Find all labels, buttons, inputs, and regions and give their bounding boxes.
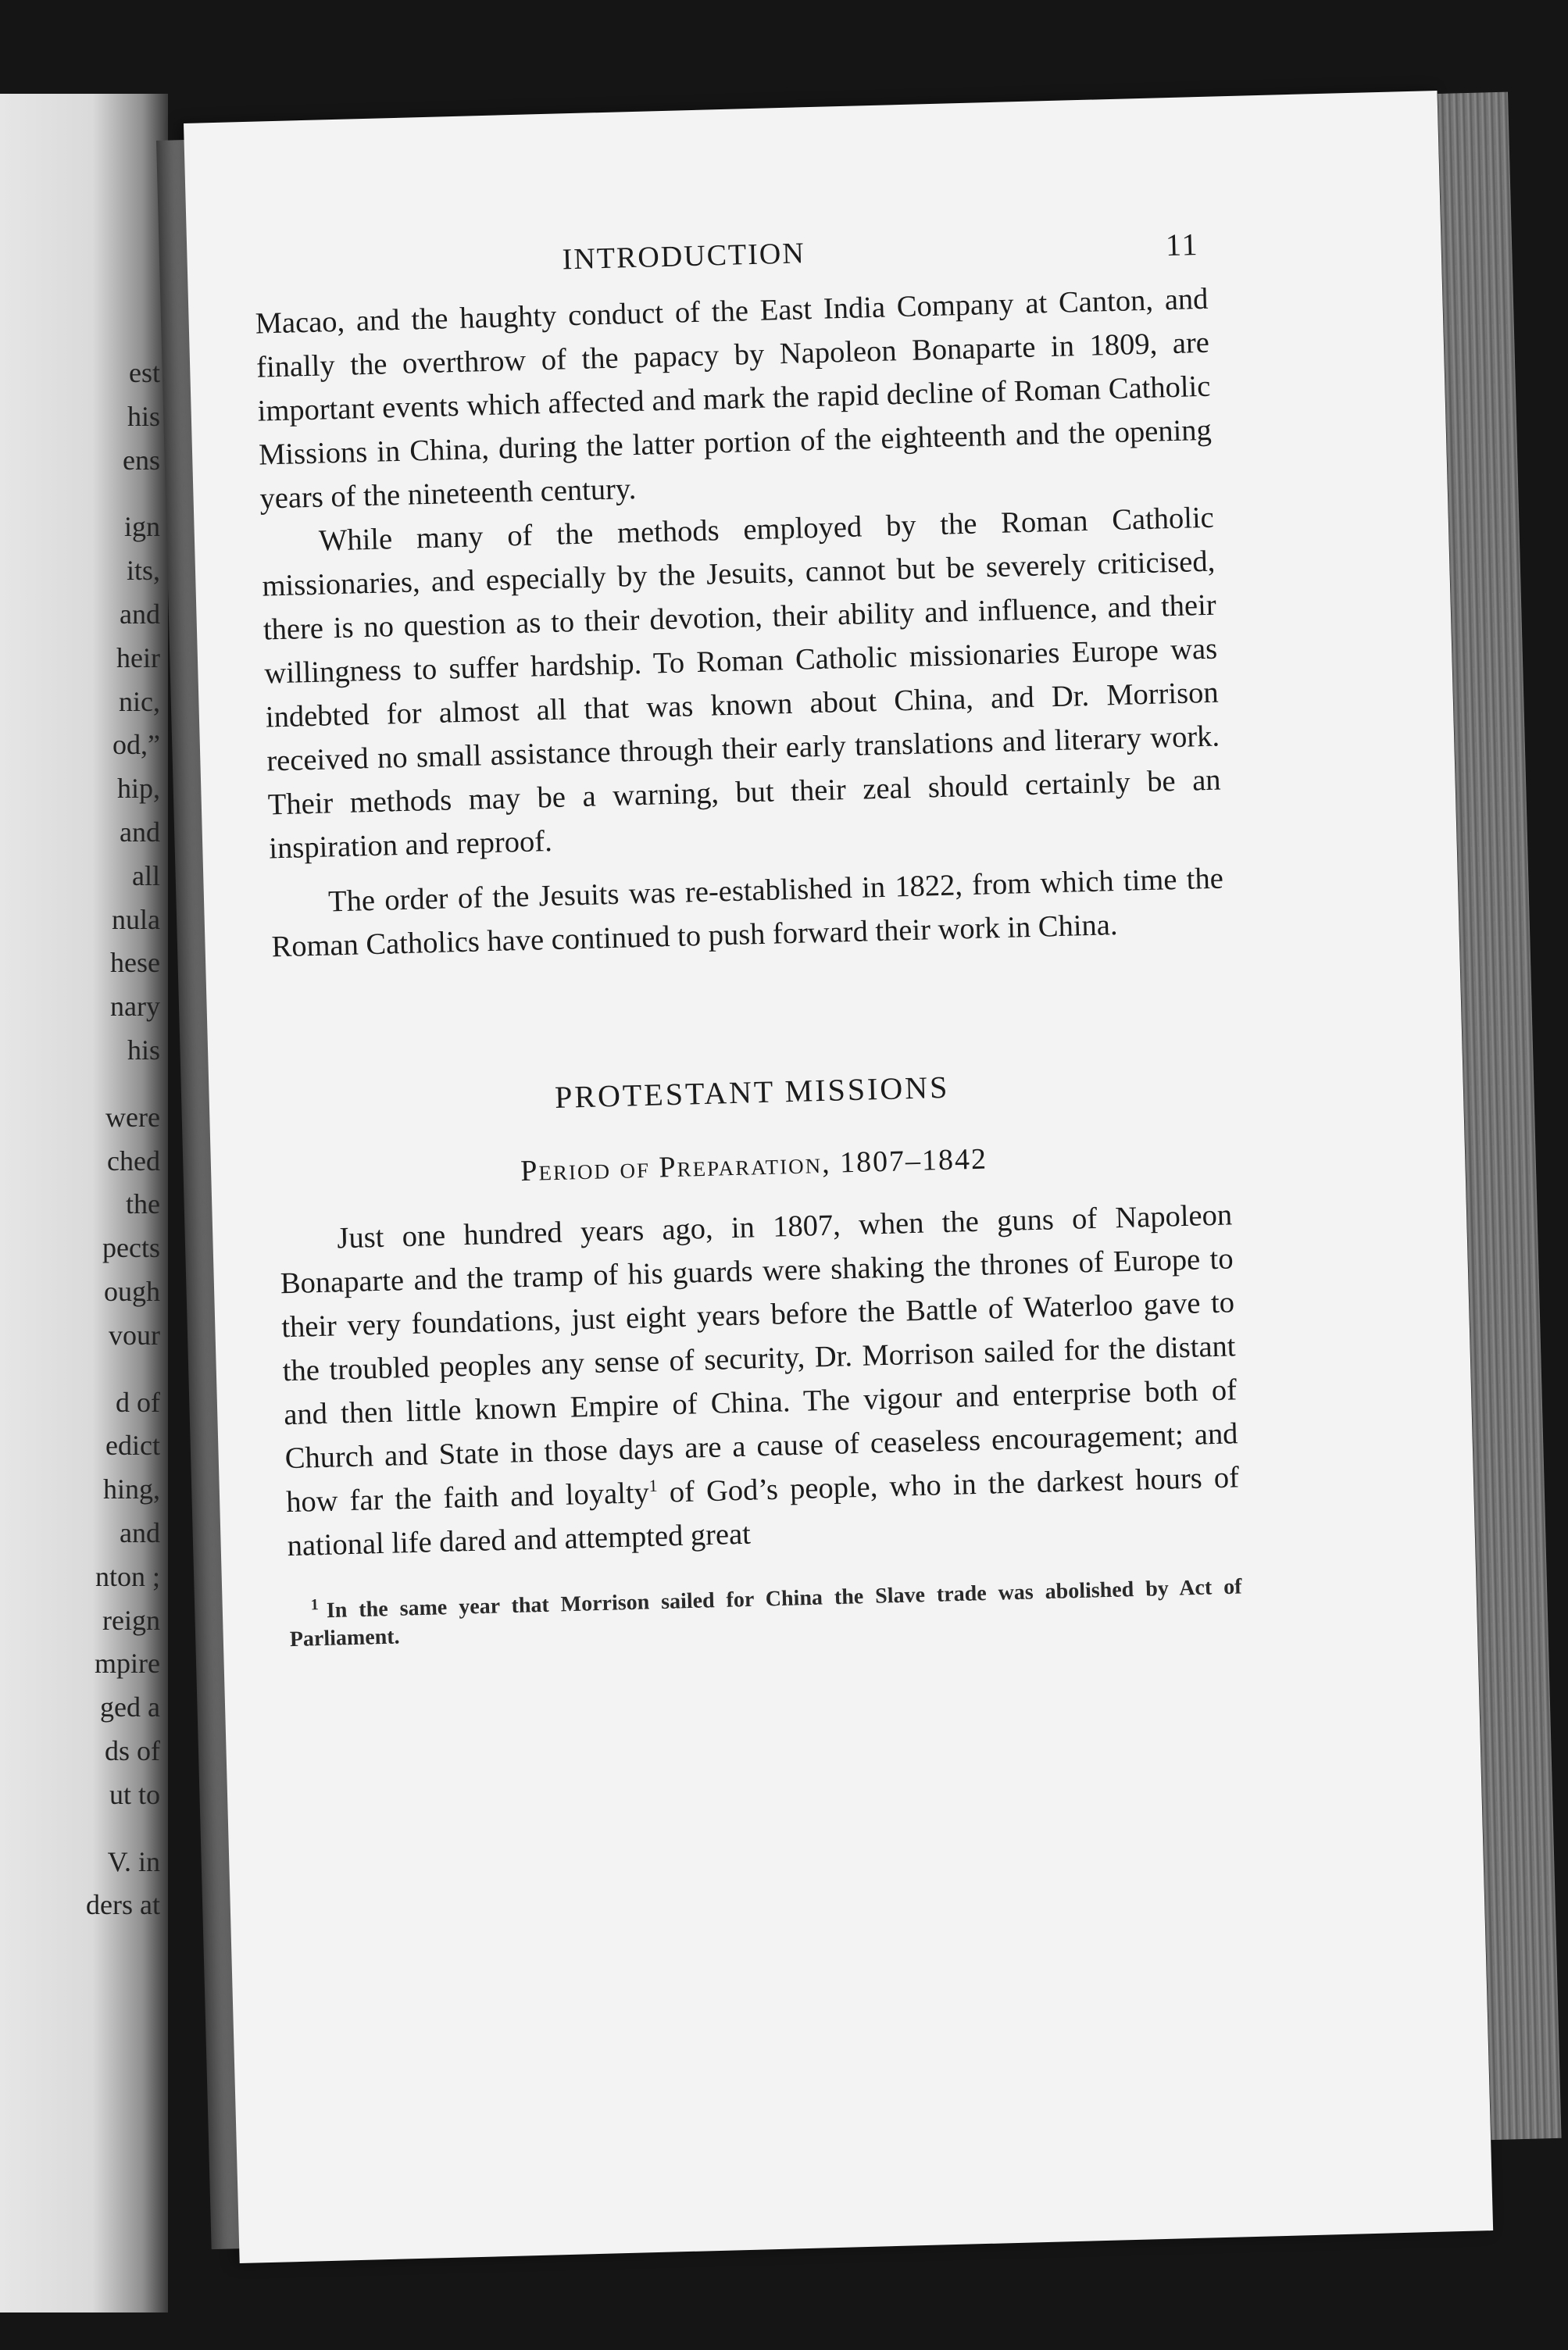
left-page-line: ough bbox=[104, 1275, 160, 1307]
left-page-line: hip, bbox=[116, 773, 160, 805]
left-page-line: his bbox=[127, 400, 160, 432]
paragraph-4-text: Just one hundred years ago, in 1807, when the guns of Napoleon Bonaparte and the tramp of his guards were shaking the thrones of Europe to their very foundations, just eight years before the Battle of Waterloo gave to the troubled peoples any sense of security, Dr. Morrison sailed for the distant and then little known Empire of China. The vigour and enterprise both of Church and State in those days are a cause of ceaseless encouragement; and how far the faith and loyalty bbox=[280, 1198, 1238, 1520]
footnote-text: In the same year that Morrison sailed for China the Slave trade was abolished by Act of Parliament. bbox=[289, 1574, 1242, 1652]
left-page-line: ched bbox=[107, 1145, 160, 1177]
left-page-line: vour bbox=[109, 1319, 160, 1351]
footnote bbox=[288, 1566, 1243, 1654]
footnote-reference: 1 bbox=[648, 1475, 658, 1496]
left-page-line: V. in bbox=[107, 1845, 160, 1877]
left-page-line: ens bbox=[123, 444, 160, 476]
left-page-line: and bbox=[120, 1516, 160, 1548]
footnote-marker: 1 bbox=[310, 1596, 319, 1614]
left-page-line: ders at bbox=[86, 1889, 160, 1921]
section-subtitle: Period of Preparation, 1807–1842 bbox=[520, 1142, 988, 1188]
paragraph-2: While many of the methods employed by the Roman Catholic missionaries, and especially by the Jesuits, cannot but be severely criticised, there is no question as to their devotion, their ability and influence, and their willingness to suffer hardship. To Roman Catholic missionaries Europe was indebted for almost all that was known about China, and Dr. Morrison received no small assistance through their early translations and literary work. Their methods may be a warning, but their zeal should certainly be an inspiration and reproof. bbox=[261, 501, 1222, 866]
left-page-line bbox=[0, 482, 160, 505]
running-title: INTRODUCTION bbox=[562, 237, 806, 277]
left-page-text bbox=[0, 352, 160, 1927]
left-page-line: were bbox=[105, 1101, 160, 1133]
paragraph-4 bbox=[279, 1193, 1241, 1568]
left-page-line: ds of bbox=[105, 1734, 160, 1766]
left-page-line: nary bbox=[110, 991, 160, 1023]
left-page-line: ged a bbox=[100, 1691, 160, 1723]
left-page-line: his bbox=[127, 1034, 160, 1066]
section-title: PROTESTANT MISSIONS bbox=[554, 1069, 950, 1115]
paragraph-1: Macao, and the haughty conduct of the East India Company at Canton, and finally the overthrow of the papacy by Napoleon Bonaparte in 1809, are important events which affected and mark the rapid decline of Roman Catholic Missions in China, during the latter portion of the eighteenth and the opening years of the nineteenth century. bbox=[255, 282, 1213, 516]
left-page-line: the bbox=[126, 1188, 160, 1220]
page-number: 11 bbox=[1165, 227, 1200, 263]
left-page-line: ign bbox=[123, 511, 160, 543]
left-page-line: hing, bbox=[102, 1473, 160, 1505]
left-page-line: hese bbox=[110, 947, 160, 979]
left-page-line: nic, bbox=[119, 685, 160, 717]
left-page-line: and bbox=[120, 598, 160, 630]
left-page-line bbox=[0, 1817, 160, 1841]
left-page-line: od,” bbox=[113, 729, 160, 761]
left-page-line: mpire bbox=[95, 1648, 160, 1680]
left-page-line: its, bbox=[126, 555, 160, 587]
book-page bbox=[184, 91, 1493, 2263]
left-page-line: all bbox=[132, 859, 160, 891]
left-page-line: est bbox=[129, 357, 160, 388]
left-page-line: nula bbox=[112, 903, 160, 935]
paragraph-3: The order of the Jesuits was re-established in 1822, from which time the Roman Catholics have continued to push forward their work in China. bbox=[271, 862, 1224, 964]
left-page-line: ut to bbox=[109, 1778, 160, 1810]
page-content bbox=[253, 226, 1243, 1655]
left-page-line: d of bbox=[116, 1386, 160, 1418]
left-page bbox=[0, 94, 168, 2312]
left-page-line: pects bbox=[102, 1232, 160, 1264]
left-page-line: heir bbox=[116, 641, 160, 673]
left-page-line: edict bbox=[105, 1430, 160, 1462]
left-page-line bbox=[0, 1358, 160, 1381]
paragraph-4-continuation: of God’s people, who in the darkest hours of national life dared and attempted great bbox=[287, 1461, 1240, 1563]
left-page-line: and bbox=[120, 816, 160, 848]
left-page-line: nton ; bbox=[95, 1560, 160, 1592]
left-page-line: reign bbox=[102, 1604, 160, 1636]
left-page-line bbox=[0, 1073, 160, 1096]
